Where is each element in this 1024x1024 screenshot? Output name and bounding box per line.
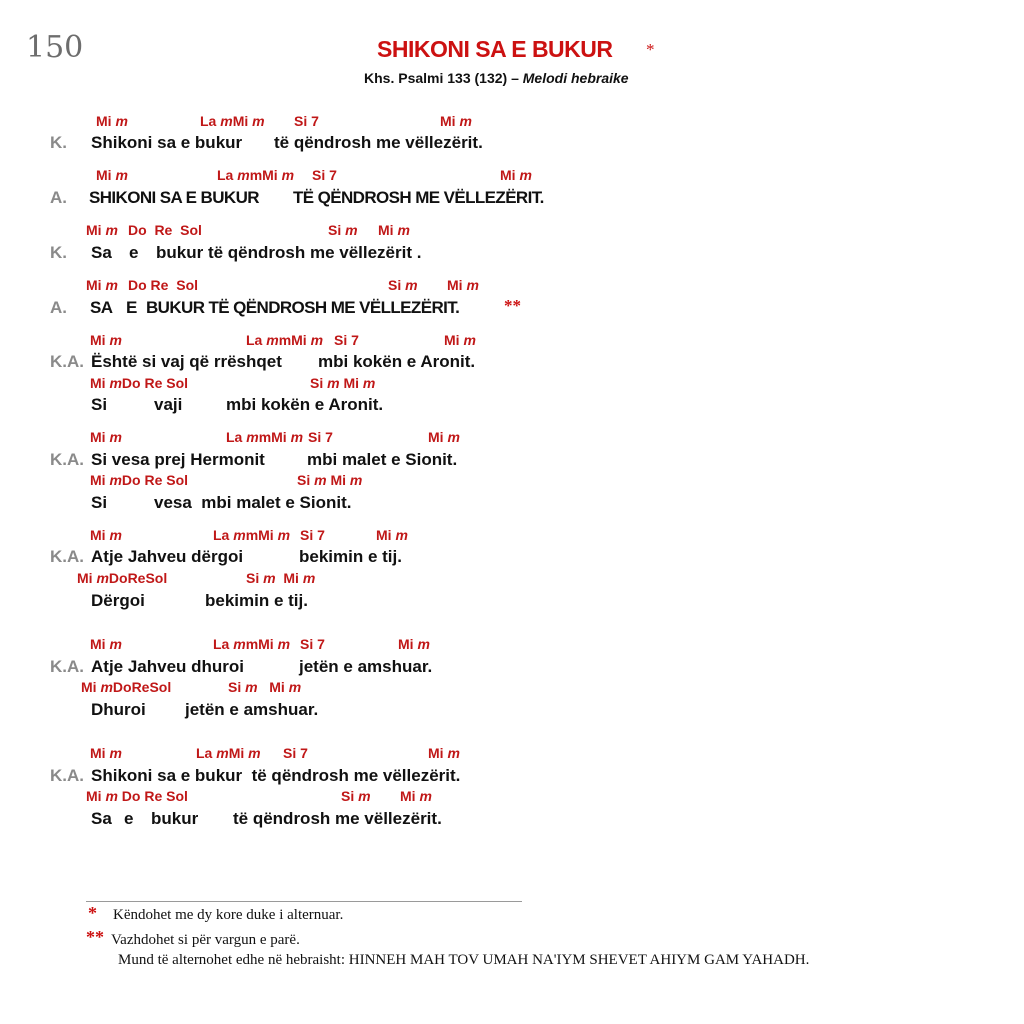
lyric-line: Është si vaj që rrëshqet: [91, 352, 282, 371]
lyric-line: mbi kokën e Aronit.: [226, 395, 384, 414]
lyric-line: TË QËNDROSH ME VËLLEZËRIT.: [293, 188, 544, 207]
psalm-reference: Khs. Psalmi 133 (132) –: [364, 70, 523, 86]
footnote-text: Vazhdohet si për vargun e parë.: [111, 932, 300, 948]
chord: Mi m: [90, 745, 122, 761]
chord: Mi m: [90, 527, 122, 543]
chord: Mi m: [86, 222, 118, 238]
chord: Mi m: [444, 332, 476, 348]
verse-label: K.A.: [50, 352, 84, 371]
song-subtitle: [364, 70, 629, 86]
lyric-line: jetën e amshuar.: [299, 657, 433, 676]
chord: Mi mDoReSol: [77, 570, 168, 586]
verse-label: K.: [50, 133, 67, 152]
lyric-word: Dhuroi: [91, 700, 146, 719]
chord: Si 7: [300, 636, 325, 652]
continuation-footnote-mark: **: [504, 296, 521, 315]
footnote-divider: [86, 901, 522, 902]
chord: Si m Mi m: [297, 472, 363, 488]
chord: Si m Mi m: [228, 679, 302, 695]
lyric-line: vesa mbi malet e Sionit.: [154, 493, 352, 512]
verse-label: A.: [50, 298, 67, 317]
chord: Mi m: [90, 636, 122, 652]
lyric-line: BUKUR TË QËNDROSH ME VËLLEZËRIT.: [146, 298, 460, 317]
lyric-line: bekimin e tij.: [205, 591, 308, 610]
lyric-word: Si: [91, 493, 108, 512]
verse-label: A.: [50, 188, 67, 207]
lyric-line: bekimin e tij.: [299, 547, 402, 566]
lyric-word: bukur: [151, 809, 199, 828]
verse-label: K.A.: [50, 657, 84, 676]
chord: Si m: [388, 277, 418, 293]
chord: Mi mDoReSol: [81, 679, 172, 695]
footnote-mark: *: [88, 903, 97, 923]
footnote-mark: **: [86, 927, 104, 947]
chord: La mmMi m: [213, 527, 291, 543]
lyric-word: Sa: [91, 243, 112, 262]
chord: La mmMi m: [226, 429, 304, 445]
chord: La mmMi m: [213, 636, 291, 652]
chord: Mi m: [500, 167, 532, 183]
verse-label: K.A.: [50, 450, 84, 469]
chord: Mi m: [428, 745, 460, 761]
chord: Mi mDo Re Sol: [90, 472, 189, 488]
page-number: 150: [26, 30, 84, 65]
chord: Mi m: [96, 113, 128, 129]
melody-note: Melodi hebraike: [522, 70, 629, 86]
chord: Mi m: [447, 277, 479, 293]
lyric-line: Si vesa prej Hermonit: [91, 450, 265, 469]
lyric-line: Atje Jahveu dhuroi: [91, 657, 245, 676]
chord: Si 7: [308, 429, 333, 445]
lyric-word: E: [126, 298, 137, 317]
lyric-line: të qëndrosh me vëllezërit.: [233, 809, 442, 828]
lyric-word: SA: [90, 298, 113, 317]
chord: Mi m: [398, 636, 430, 652]
verse-label: K.A.: [50, 547, 84, 566]
chord: Mi m: [96, 167, 128, 183]
lyric-word: e: [124, 809, 134, 828]
lyric-line: mbi malet e Sionit.: [307, 450, 458, 469]
chord: Mi m: [90, 332, 122, 348]
lyric-line: mbi kokën e Aronit.: [318, 352, 476, 371]
chord: Si 7: [283, 745, 308, 761]
lyric-word: vaji: [154, 395, 183, 414]
chord: Mi m: [378, 222, 410, 238]
lyric-word: Sa: [91, 809, 112, 828]
lyric-line: jetën e amshuar.: [185, 700, 319, 719]
chord: Mi m: [428, 429, 460, 445]
chord: Si m: [341, 788, 371, 804]
chord: Mi m: [440, 113, 472, 129]
chord: Si 7: [294, 113, 319, 129]
chord: La mmMi m: [246, 332, 324, 348]
chord: Si 7: [300, 527, 325, 543]
chord: Si m Mi m: [246, 570, 316, 586]
chord: Mi m: [400, 788, 432, 804]
chord: Mi m: [376, 527, 408, 543]
chord: Si 7: [312, 167, 337, 183]
title-footnote-mark: *: [646, 40, 655, 59]
lyric-line: Atje Jahveu dërgoi: [91, 547, 244, 566]
verse-label: K.A.: [50, 766, 84, 785]
verse-label: K.: [50, 243, 67, 262]
chord: La mMi m: [196, 745, 261, 761]
lyric-word: Dërgoi: [91, 591, 145, 610]
lyric-line: Shikoni sa e bukur të qëndrosh me vëllezërit.: [91, 766, 461, 785]
lyric-line: SHIKONI SA E BUKUR: [89, 188, 259, 207]
lyric-line: bukur të qëndrosh me vëllezërit .: [156, 243, 422, 262]
song-title: SHIKONI SA E BUKUR: [377, 36, 613, 62]
chord: Si m Mi m: [310, 375, 376, 391]
chord: Mi m: [90, 429, 122, 445]
chord: Mi m: [86, 277, 118, 293]
chord: Si m: [328, 222, 358, 238]
chord: Si 7: [334, 332, 359, 348]
chord: La mmMi m: [217, 167, 295, 183]
footnote-text: Këndohet me dy kore duke i alternuar.: [113, 907, 344, 923]
footnote-text: Mund të alternohet edhe në hebraisht: HINNEH MAH TOV UMAH NA'IYM SHEVET AHIYM GAM YAHADH.: [118, 952, 810, 968]
lyric-word: e: [129, 243, 139, 262]
lyric-word: Si: [91, 395, 108, 414]
lyric-line: të qëndrosh me vëllezërit.: [274, 133, 483, 152]
lyric-line: Shikoni sa e bukur: [91, 133, 243, 152]
chord: La mMi m: [200, 113, 265, 129]
chord: Mi mDo Re Sol: [90, 375, 189, 391]
chord: Mi m Do Re Sol: [86, 788, 188, 804]
chord: Do Re Sol: [128, 222, 202, 238]
chord: Do Re Sol: [128, 277, 199, 293]
